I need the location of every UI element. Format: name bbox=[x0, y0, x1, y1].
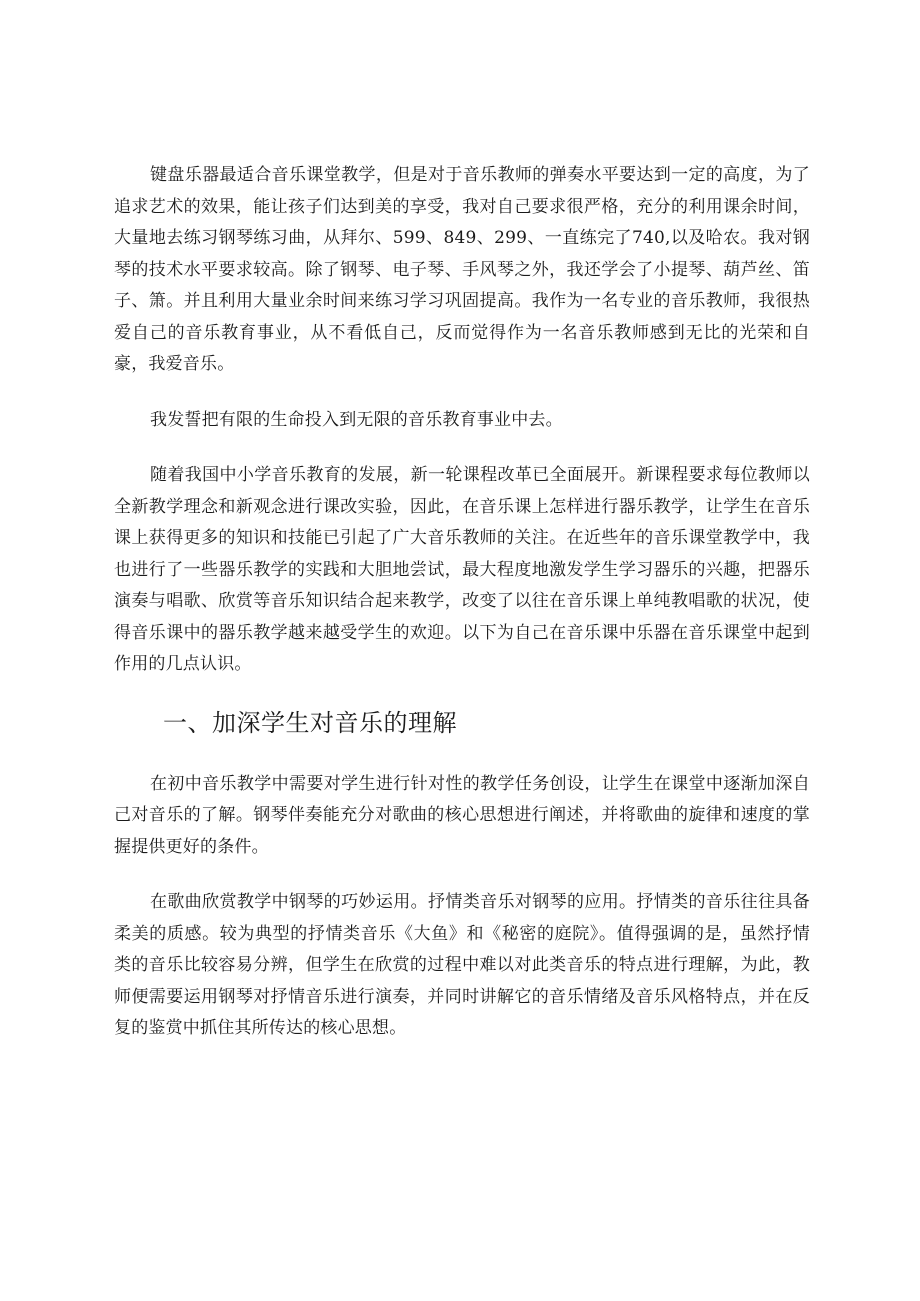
paragraph-curriculum-reform: 随着我国中小学音乐教育的发展，新一轮课程改革已全面展开。新课程要求每位教师以全新教学理念和新观念进行课改实验，因此，在音乐课上怎样进行器乐教学，让学生在音乐课上获得更多的知识和技能已引起了广大音乐教师的关注。在近些年的音乐课堂教学中，我也进行了一些器乐教学的实践和大胆地尝试，最大程度地激发学生学习器乐的兴趣，把器乐演奏与唱歌、欣赏等音乐知识结合起来教学，改变了以往在音乐课上单纯教唱歌的状况，使得音乐课中的器乐教学越来越受学生的欢迎。以下为自己在音乐课中乐器在音乐课堂中起到作用的几点认识。 bbox=[114, 465, 810, 674]
paragraph-piano-appreciation: 在歌曲欣赏教学中钢琴的巧妙运用。抒情类音乐对钢琴的应用。抒情类的音乐往往具备柔美的质感。较为典型的抒情类音乐《大鱼》和《秘密的庭院》。值得强调的是，虽然抒情类的音乐比较容易分辨，但学生在欣赏的过程中难以对此类音乐的特点进行理解，为此，教师便需要运用钢琴对抒情音乐进行演奏，并同时讲解它的音乐情绪及音乐风格特点，并在反复的鉴赏中抓住其所传达的核心思想。 bbox=[114, 892, 810, 1038]
paragraph-keyboard-instruments: 键盘乐器最适合音乐课堂教学，但是对于音乐教师的弹奏水平要达到一定的高度，为了追求艺术的效果，能让孩子们达到美的享受，我对自己要求很严格，充分的利用课余时间，大量地去练习钢琴练习曲，从拜尔、599、849、299、一直练完了740,以及哈农。我对钢琴的技术水平要求较高。除了钢琴、电子琴、手风琴之外，我还学会了小提琴、葫芦丝、笛子、箫。并且利用大量业余时间来练习学习巩固提高。我作为一名专业的音乐教师，我很热爱自己的音乐教育事业，从不看低自己，反而觉得作为一名音乐教师感到无比的光荣和自豪，我爱音乐。 bbox=[114, 165, 810, 374]
paragraph-vow: 我发誓把有限的生命投入到无限的音乐教育事业中去。 bbox=[150, 409, 563, 430]
paragraph-deepen-understanding: 在初中音乐教学中需要对学生进行针对性的教学任务创设，让学生在课堂中逐渐加深自己对音乐的了解。钢琴伴奏能充分对歌曲的核心思想进行阐述，并将歌曲的旋律和速度的掌握提供更好的条件。 bbox=[114, 773, 810, 857]
section-heading: 一、加深学生对音乐的理解 bbox=[163, 708, 457, 737]
document-body bbox=[114, 160, 810, 1069]
